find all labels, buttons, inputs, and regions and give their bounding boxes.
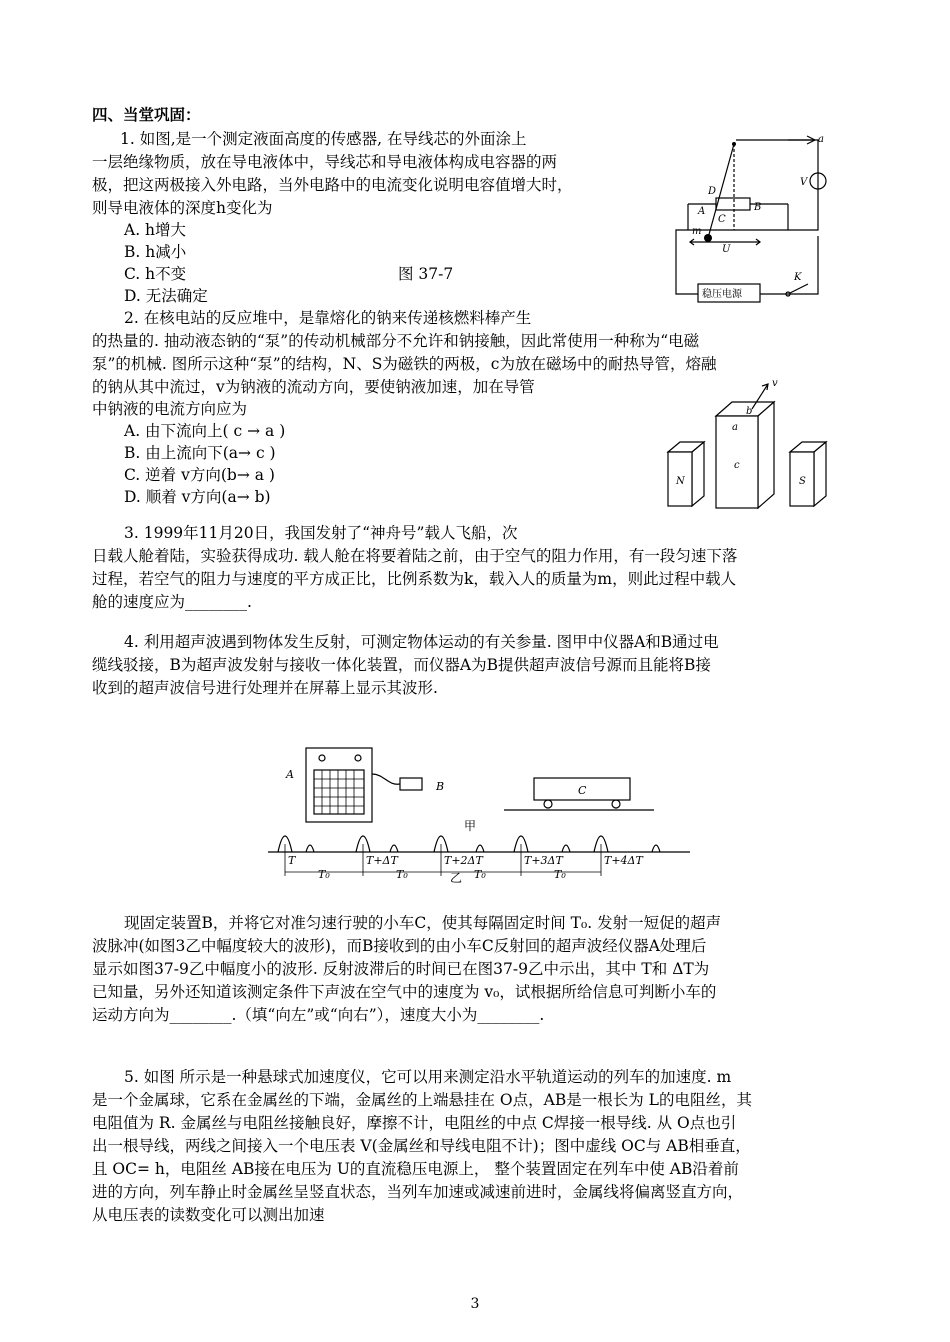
- q1-line-4: 则导电液体的深度h变化为: [92, 199, 273, 217]
- q3-line-1: 3. 1999年11月20日，我国发射了“神舟号”载人飞船，次: [124, 524, 518, 542]
- q1-option-c: C. h不变: [124, 265, 187, 283]
- q5-line-1: 5. 如图 所示是一种悬球式加速度仪，它可以用来测定沿水平轨道运动的列车的加速度. m: [124, 1068, 732, 1086]
- q2-fig-label-v: v: [772, 378, 778, 389]
- q4-after-line-1: 现固定装置B，并将它对准匀速行驶的小车C，使其每隔固定时间 T₀. 发射一短促的超声: [124, 914, 722, 932]
- q1-line-3: 极，把这两极接入外电路，当外电路中的电流变化说明电容值增大时，: [92, 176, 573, 194]
- q1-fig-label-supply: 稳压电源: [702, 289, 742, 300]
- q1-figure-caption: 图 37-7: [398, 265, 454, 283]
- q1-fig-label-u: U: [722, 244, 731, 255]
- q4-fig-t0-2: T₀: [396, 868, 408, 881]
- q4-line-2: 缆线驳接，B为超声波发射与接收一体化装置，而仪器A为B提供超声波信号源而且能将B接: [92, 656, 711, 674]
- q4-after-line-4: 已知量，另外还知道该测定条件下声波在空气中的速度为 v₀，试根据所给信息可判断小车的: [92, 983, 717, 1001]
- q4-fig-t0-3: T₀: [474, 868, 486, 881]
- q4-fig-t0-1: T₀: [318, 868, 330, 881]
- q2-fig-label-s: S: [799, 476, 806, 487]
- q4-fig-label-c: C: [578, 784, 587, 797]
- q1-fig-label-b: B: [754, 202, 762, 213]
- q1-fig-label-c: C: [718, 214, 726, 225]
- q4-fig-label-yi: 乙: [450, 871, 463, 885]
- q4-fig-interval-4: T+3ΔT: [524, 854, 563, 867]
- q4-fig-label-jia: 甲: [464, 819, 477, 833]
- q1-fig-label-k: K: [794, 272, 802, 283]
- q5-line-5: 且 OC= h，电阻丝 AB接在电压为 U的直流稳压电源上， 整个装置固定在列车中使 AB沿着前: [92, 1160, 739, 1178]
- q1-fig-label-a-point: A: [698, 206, 706, 217]
- q4-after-line-5: 运动方向为________.（填“向左”或“向右”），速度大小为________.: [92, 1006, 545, 1024]
- q3-line-2: 日载人舱着陆，实验获得成功. 载人舱在将要着陆之前，由于空气的阻力作用，有一段匀速下落: [92, 547, 738, 565]
- q1-option-b: B. h减小: [124, 243, 187, 261]
- q4-line-3: 收到的超声波信号进行处理并在屏幕上显示其波形.: [92, 679, 438, 697]
- q4-fig-interval-5: T+4ΔT: [604, 854, 643, 867]
- section-title: 四、当堂巩固：: [92, 105, 201, 124]
- q2-option-b: B. 由上流向下(a→ c ): [124, 444, 276, 462]
- q1-circuit-figure: [668, 126, 838, 298]
- q5-line-4: 出一根导线，两线之间接入一个电压表 V(金属丝和导线电阻不计)；图中虚线 OC与 AB相垂直，: [92, 1137, 751, 1155]
- q2-fig-label-a: a: [732, 422, 738, 433]
- q2-pump-figure: [660, 376, 835, 512]
- q4-fig-interval-3: T+2ΔT: [444, 854, 483, 867]
- q4-after-line-2: 波脉冲(如图3乙中幅度较大的波形)，而B接收到的由小车C反射回的超声波经仪器A处理后: [92, 937, 707, 955]
- q2-line-4: 的钠从其中流过，v为钠液的流动方向，要使钠液加速，加在导管: [92, 378, 535, 396]
- q2-line-1: 2. 在核电站的反应堆中，是靠熔化的钠来传递核燃料棒产生: [124, 309, 532, 327]
- page-number: 3: [470, 1296, 480, 1312]
- q5-line-7: 从电压表的读数变化可以测出加速: [92, 1206, 325, 1224]
- q5-line-2: 是一个金属球，它系在金属丝的下端，金属丝的上端悬挂在 O点，AB是一根长为 L的电阻丝，其: [92, 1091, 752, 1109]
- q2-fig-label-n: N: [676, 476, 685, 487]
- q1-line-2: 一层绝缘物质，放在导电液体中，导线芯和导电液体构成电容器的两: [92, 153, 558, 171]
- q4-ultrasonic-figure: [264, 744, 694, 885]
- q1-line-1: 1. 如图,是一个测定液面高度的传感器, 在导线芯的外面涂上: [120, 130, 527, 148]
- q1-option-a: A. h增大: [124, 221, 187, 239]
- q1-option-d: D. 无法确定: [124, 287, 208, 305]
- q2-option-a: A. 由下流向上( c → a ): [124, 422, 286, 440]
- q2-line-2: 的热量的. 抽动液态钠的“泵”的传动机械部分不允许和钠接触，因此常使用一种称为“电磁: [92, 332, 700, 350]
- q4-fig-interval-1: T: [288, 854, 296, 867]
- q5-line-6: 进的方向，列车静止时金属丝呈竖直状态，当列车加速或减速前进时，金属线将偏离竖直方向，: [92, 1183, 744, 1201]
- q4-fig-interval-2: T+ΔT: [366, 854, 398, 867]
- q4-line-1: 4. 利用超声波遇到物体发生反射，可测定物体运动的有关参量. 图甲中仪器A和B通过电: [124, 633, 719, 651]
- q1-fig-label-a: a: [818, 134, 824, 145]
- q1-fig-label-m: m: [692, 226, 702, 237]
- q4-fig-label-a: A: [286, 768, 294, 781]
- q2-option-d: D. 顺着 v方向(a→ b): [124, 488, 271, 506]
- q4-fig-label-b: B: [436, 780, 445, 793]
- q2-fig-label-b: b: [746, 406, 753, 417]
- q3-line-4: 舱的速度应为________.: [92, 593, 252, 611]
- q2-line-5: 中钠液的电流方向应为: [92, 400, 248, 418]
- q4-fig-t0-4: T₀: [554, 868, 566, 881]
- q5-line-3: 电阻值为 R. 金属丝与电阻丝接触良好，摩擦不计，电阻丝的中点 C焊接一根导线. 从 O点也引: [92, 1114, 737, 1132]
- q2-fig-label-c: c: [734, 460, 740, 471]
- q3-line-3: 过程，若空气的阻力与速度的平方成正比，比例系数为k，载入人的质量为m，则此过程中载人: [92, 570, 737, 588]
- q1-fig-label-d: D: [708, 186, 717, 197]
- q2-option-c: C. 逆着 v方向(b→ a ): [124, 466, 275, 484]
- q4-after-line-3: 显示如图37-9乙中幅度小的波形. 反射波滞后的时间已在图37-9乙中示出，其中 T和 ΔT为: [92, 960, 710, 978]
- q1-fig-label-v: V: [800, 177, 808, 188]
- q2-line-3: 泵”的机械. 图所示这种“泵”的结构，N、S为磁铁的两极，c为放在磁场中的耐热导管，熔融: [92, 355, 717, 373]
